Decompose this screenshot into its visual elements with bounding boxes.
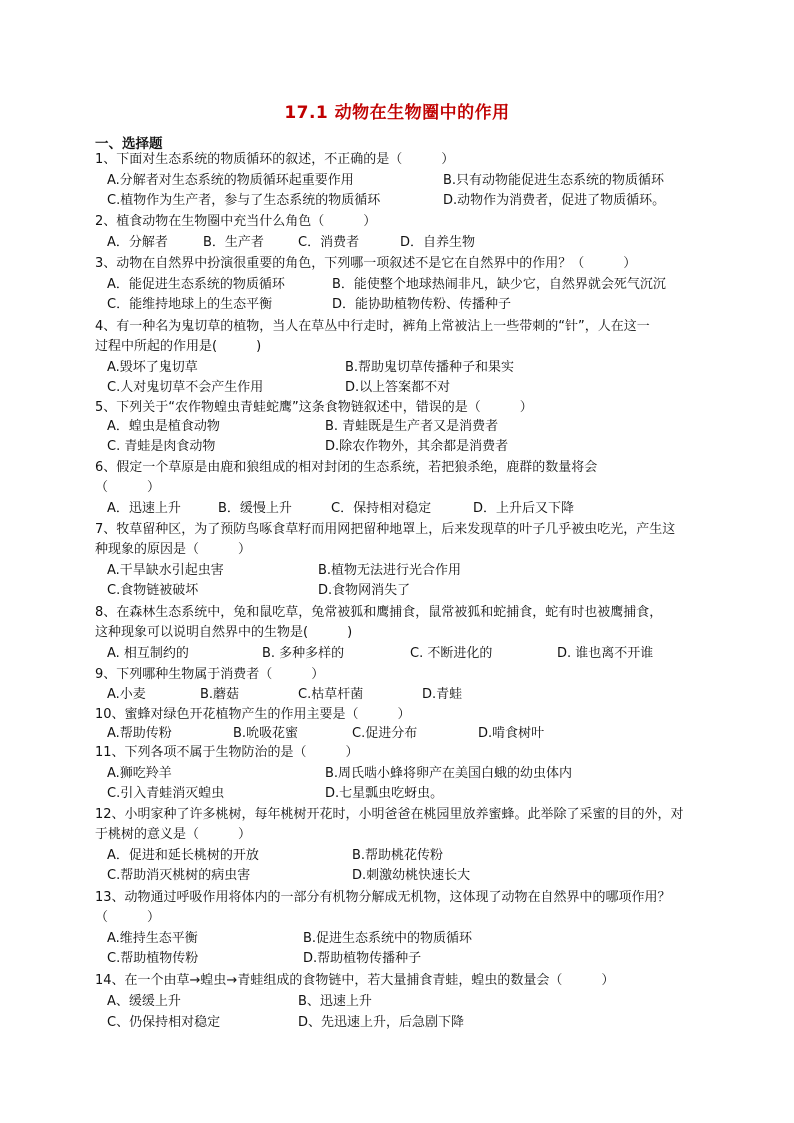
question-3-option-b: B．能使整个地球热闹非凡，缺少它，自然界就会死气沉沉	[332, 277, 666, 292]
question-8-option-c: C. 不断进化的	[410, 646, 493, 661]
question-9-option-c: C.枯草杆菌	[298, 687, 364, 702]
question-4-option-a: A.毁坏了鬼切草	[107, 360, 198, 375]
question-4-option-d: D.以上答案都不对	[345, 380, 451, 395]
question-10-option-a: A.帮助传粉	[107, 726, 172, 741]
question-8-option-a: A. 相互制约的	[107, 646, 189, 661]
question-9-stem: 9、下列哪种生物属于消费者（ ）	[95, 667, 325, 682]
question-14-option-d: D、先迅速上升，后急剧下降	[298, 1015, 465, 1030]
question-8-option-b: B. 多种多样的	[262, 646, 345, 661]
question-10-option-b: B.吮吸花蜜	[233, 726, 299, 741]
question-1-option-c: C.植物作为生产者，参与了生态系统的物质循环	[107, 193, 381, 208]
question-6-stem-line-2: （ ）	[95, 480, 161, 495]
question-6-option-d: D．上升后又下降	[473, 501, 575, 516]
question-6-option-b: B．缓慢上升	[218, 501, 292, 516]
question-12-stem-line-2: 于桃树的意义是（ ）	[95, 827, 252, 842]
question-5-option-b: B. 青蛙既是生产者又是消费者	[325, 419, 499, 434]
question-14-stem: 14、在一个由草→蝗虫→青蛙组成的食物链中，若大量捕食青蛙，蝗虫的数量会（ ）	[95, 973, 615, 988]
question-5-option-c: C. 青蛙是肉食动物	[107, 439, 216, 454]
question-2-option-b: B．生产者	[203, 235, 264, 250]
question-12-option-a: A．促进和延长桃树的开放	[107, 848, 259, 863]
question-2-stem: 2、植食动物在生物圈中充当什么角色（ ）	[95, 214, 377, 229]
question-14-option-a: A、缓缓上升	[107, 994, 181, 1009]
question-11-stem: 11、下列各项不属于生物防治的是（ ）	[95, 745, 359, 760]
question-1-stem: 1、下面对生态系统的物质循环的叙述，不正确的是（ ）	[95, 152, 455, 167]
question-5-stem: 5、下列关于“农作物蝗虫青蛙蛇鹰”这条食物链叙述中，错误的是（ ）	[95, 400, 533, 415]
question-1-option-a: A.分解者对生态系统的物质循环起重要作用	[107, 173, 354, 188]
question-11-option-a: A.狮吃羚羊	[107, 766, 172, 781]
question-2-option-a: A．分解者	[107, 235, 168, 250]
question-6-stem-line-1: 6、假定一个草原是由鹿和狼组成的相对封闭的生态系统，若把狼杀绝，鹿群的数量将会	[95, 460, 598, 475]
question-8-stem-line-1: 8、在森林生态系统中，兔和鼠吃草，兔常被狐和鹰捕食，鼠常被狐和蛇捕食，蛇有时也被鹰捕食，	[95, 605, 663, 620]
question-10-stem: 10、蜜蜂对绿色开花植物产生的作用主要是（ ）	[95, 707, 411, 722]
question-13-stem-line-1: 13、动物通过呼吸作用将体内的一部分有机物分解成无机物，这体现了动物在自然界中的哪项作用？	[95, 890, 671, 905]
question-4-stem-line-1: 4、有一种名为鬼切草的植物，当人在草丛中行走时，裤角上常被沾上一些带刺的“针”，人在这一	[95, 319, 650, 334]
question-12-stem-line-1: 12、小明家种了许多桃树，每年桃树开花时，小明爸爸在桃园里放养蜜蜂。此举除了采蜜的目的外，对	[95, 807, 684, 822]
question-7-stem-line-2: 种现象的原因是（ ）	[95, 542, 252, 557]
question-13-option-b: B.促进生态系统中的物质循环	[303, 931, 473, 946]
question-6-option-c: C．保持相对稳定	[331, 501, 432, 516]
question-13-stem-line-2: （ ）	[95, 910, 161, 925]
page-title: 17.1 动物在生物圈中的作用	[284, 103, 510, 123]
question-5-option-a: A．蝗虫是植食动物	[107, 419, 220, 434]
question-2-option-d: D．自养生物	[400, 235, 476, 250]
question-7-option-a: A.干旱缺水引起虫害	[107, 563, 224, 578]
question-9-option-b: B.蘑菇	[200, 687, 240, 702]
question-6-option-a: A．迅速上升	[107, 501, 181, 516]
question-9-option-a: A.小麦	[107, 687, 146, 702]
question-7-option-d: D.食物网消失了	[318, 583, 411, 598]
question-11-option-c: C.引入青蛙消灭蝗虫	[107, 786, 225, 801]
question-3-stem: 3、动物在自然界中扮演很重要的角色，下列哪一项叙述不是它在自然界中的作用？（ ）	[95, 256, 637, 271]
question-2-option-c: C．消费者	[298, 235, 360, 250]
question-4-stem-line-2: 过程中所起的作用是( )	[95, 339, 262, 354]
question-3-option-c: C．能维持地球上的生态平衡	[107, 297, 273, 312]
question-4-option-b: B.帮助鬼切草传播种子和果实	[345, 360, 515, 375]
question-11-option-b: B.周氏啮小蜂将卵产在美国白蛾的幼虫体内	[325, 766, 573, 781]
section-heading: 一、选择题	[95, 136, 163, 152]
question-12-option-c: C.帮助消灭桃树的病虫害	[107, 868, 251, 883]
question-3-option-d: D．能协助植物传粉、传播种子	[332, 297, 512, 312]
question-7-option-b: B.植物无法进行光合作用	[318, 563, 462, 578]
question-9-option-d: D.青蛙	[422, 687, 463, 702]
question-13-option-c: C.帮助植物传粉	[107, 951, 199, 966]
question-7-option-c: C.食物链被破坏	[107, 583, 199, 598]
question-1-option-b: B.只有动物能促进生态系统的物质循环	[443, 173, 665, 188]
question-14-option-c: C、仍保持相对稳定	[107, 1015, 221, 1030]
question-13-option-a: A.维持生态平衡	[107, 931, 198, 946]
question-8-stem-line-2: 这种现象可以说明自然界中的生物是( )	[95, 625, 353, 640]
question-1-option-d: D.动物作为消费者，促进了物质循环。	[443, 193, 666, 208]
question-5-option-d: D.除农作物外，其余都是消费者	[325, 439, 509, 454]
question-10-option-c: C.促进分布	[352, 726, 418, 741]
question-7-stem-line-1: 7、牧草留种区，为了预防鸟啄食草籽而用网把留种地罩上，后来发现草的叶子几乎被虫吃光，产生这	[95, 522, 676, 537]
question-14-option-b: B、迅速上升	[298, 994, 372, 1009]
question-12-option-b: B.帮助桃花传粉	[352, 848, 444, 863]
question-12-option-d: D.刺激幼桃快速长大	[352, 868, 471, 883]
question-13-option-d: D.帮助植物传播种子	[303, 951, 422, 966]
question-10-option-d: D.啃食树叶	[478, 726, 545, 741]
question-3-option-a: A．能促进生态系统的物质循环	[107, 277, 285, 292]
question-8-option-d: D. 谁也离不开谁	[557, 646, 654, 661]
question-4-option-c: C.人对鬼切草不会产生作用	[107, 380, 264, 395]
question-11-option-d: D.七星瓢虫吃蚜虫。	[325, 786, 444, 801]
